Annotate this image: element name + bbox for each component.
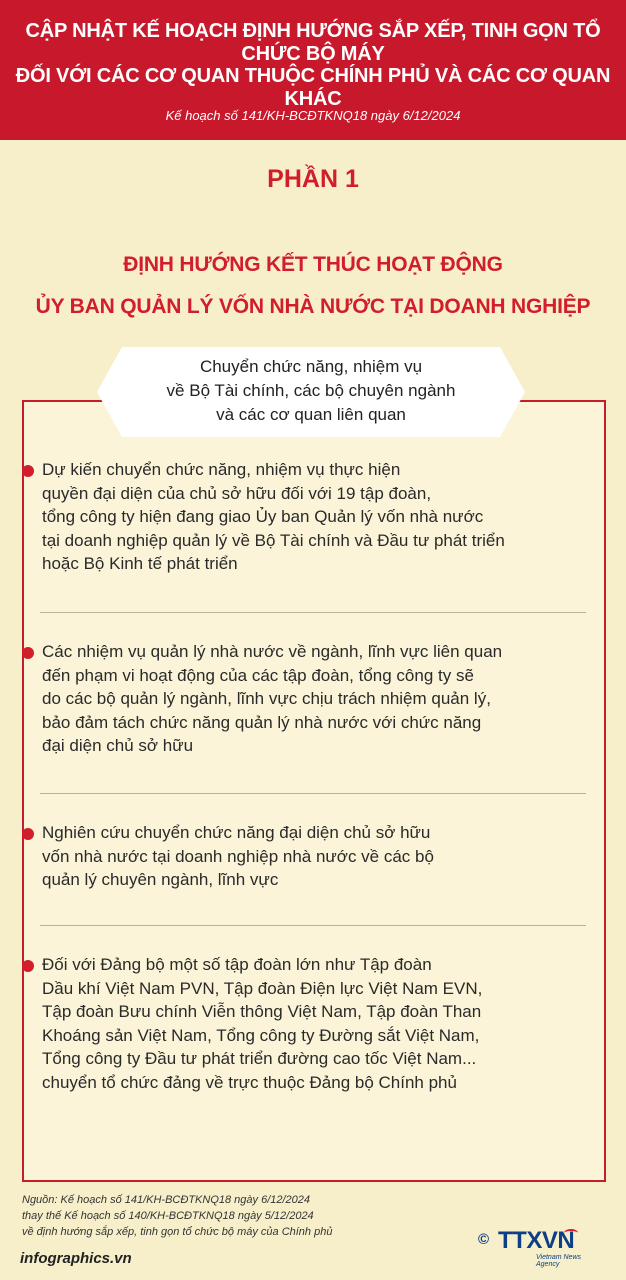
- list-item: [20, 640, 590, 758]
- item-line: Nghiên cứu chuyển chức năng đại diện chủ sở hữu: [42, 823, 431, 842]
- item-line: Dầu khí Việt Nam PVN, Tập đoàn Điện lực Việt Nam EVN,: [42, 978, 483, 998]
- logo-text: TTXVN: [498, 1227, 575, 1254]
- source-line1: Nguồn: Kế hoạch số 141/KH-BCĐTKNQ18 ngày 6/12/2024: [22, 1194, 311, 1206]
- item-line: đến phạm vi hoạt động của các tập đoàn, tổng công ty sẽ: [42, 665, 474, 685]
- item-line: Dự kiến chuyển chức năng, nhiệm vụ thực hiện: [42, 460, 401, 479]
- part-label: PHẦN 1: [267, 165, 359, 193]
- item-line: do các bộ quản lý ngành, lĩnh vực chịu trách nhiệm quản lý,: [42, 689, 491, 708]
- item-line: hoặc Bộ Kinh tế phát triển: [42, 554, 238, 573]
- item-line: Đối với Đảng bộ một số tập đoàn lớn như Tập đoàn: [42, 955, 432, 974]
- ribbon-line1: Chuyển chức năng, nhiệm vụ: [199, 357, 423, 376]
- header-banner: [0, 0, 626, 140]
- item-line: tổng công ty hiện đang giao Ủy ban Quản lý vốn nhà nước: [42, 507, 484, 526]
- ribbon-line2: về Bộ Tài chính, các bộ chuyên ngành: [166, 381, 456, 400]
- divider: [40, 925, 586, 926]
- ribbon-left-notch: [97, 347, 122, 437]
- list-item: [20, 821, 590, 892]
- section-title-line2: ỦY BAN QUẢN LÝ VỐN NHÀ NƯỚC TẠI DOANH NGHIỆP: [35, 295, 591, 318]
- item-line: quyền đại diện của chủ sở hữu đối với 19 tập đoàn,: [42, 483, 432, 503]
- section-title-line1: ĐỊNH HƯỚNG KẾT THÚC HOẠT ĐỘNG: [123, 253, 503, 276]
- ribbon-right-notch: [500, 347, 525, 437]
- divider: [40, 793, 586, 794]
- logo-subtext: Vietnam News Agency: [536, 1254, 582, 1268]
- source-note: [22, 1192, 472, 1240]
- item-line: chuyển tổ chức đảng về trực thuộc Đảng bộ Chính phủ: [42, 1072, 457, 1092]
- header-title-line2: ĐỐI VỚI CÁC CƠ QUAN THUỘC CHÍNH PHỦ VÀ CÁC CƠ QUAN KHÁC: [15, 65, 611, 110]
- copyright-icon: ©: [478, 1231, 490, 1248]
- item-line: tại doanh nghiệp quản lý về Bộ Tài chính và Đầu tư phát triển: [42, 530, 505, 550]
- divider: [40, 612, 586, 613]
- site-link[interactable]: infographics.vn: [20, 1250, 132, 1267]
- source-line2: thay thế Kế hoạch số 140/KH-BCĐTKNQ18 ngày 5/12/2024: [22, 1210, 314, 1222]
- logo-swoosh-icon: [564, 1229, 578, 1237]
- source-line3: về định hướng sắp xếp, tinh gọn tổ chức bộ máy của Chính phủ: [22, 1226, 333, 1238]
- item-line: quản lý chuyên ngành, lĩnh vực: [42, 870, 279, 889]
- ttxvn-logo: [478, 1227, 604, 1268]
- header-subtitle: Kế hoạch số 141/KH-BCĐTKNQ18 ngày 6/12/2024: [165, 108, 461, 123]
- item-line: Tổng công ty Đầu tư phát triển đường cao tốc Việt Nam...: [42, 1049, 477, 1068]
- list-item: [20, 458, 590, 576]
- item-line: Tập đoàn Bưu chính Viễn thông Việt Nam, Tập đoàn Than: [42, 1002, 482, 1021]
- header-title-line1: CẬP NHẬT KẾ HOẠCH ĐỊNH HƯỚNG SẮP XẾP, TINH GỌN TỔ CHỨC BỘ MÁY: [25, 20, 601, 65]
- item-line: Các nhiệm vụ quản lý nhà nước về ngành, lĩnh vực liên quan: [42, 642, 503, 661]
- item-line: đại diện chủ sở hữu: [42, 736, 194, 755]
- ribbon-line3: và các cơ quan liên quan: [216, 405, 406, 424]
- item-line: Khoáng sản Việt Nam, Tổng công ty Đường sắt Việt Nam,: [42, 1025, 480, 1045]
- item-line: bảo đảm tách chức năng quản lý nhà nước với chức năng: [42, 712, 482, 732]
- ribbon-label: [122, 347, 500, 437]
- item-line: vốn nhà nước tại doanh nghiệp nhà nước về các bộ: [42, 846, 434, 866]
- list-item: [20, 953, 590, 1094]
